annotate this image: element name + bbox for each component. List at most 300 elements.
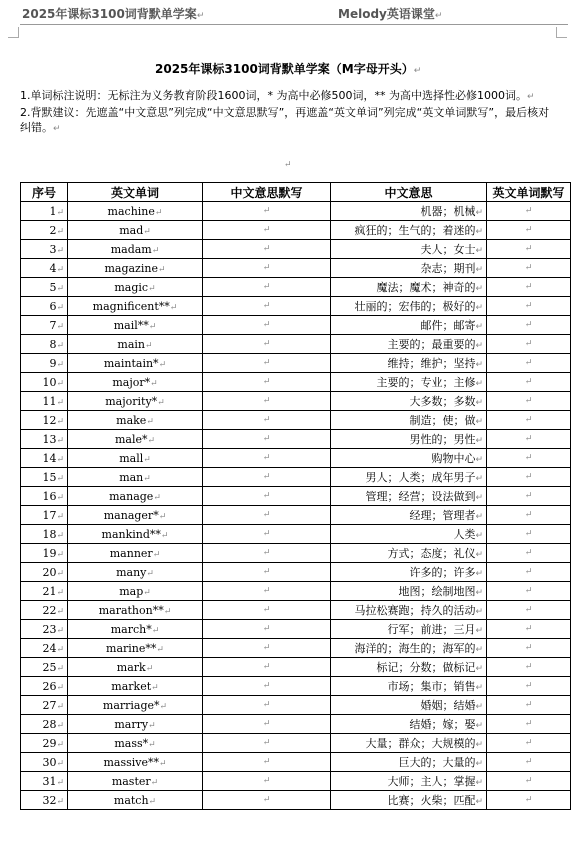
chinese-meaning-cell[interactable] <box>331 354 487 373</box>
cell-mark-icon: ↵ <box>475 702 483 712</box>
cell-mark-icon: ↵ <box>524 510 533 520</box>
chinese-meaning-cell[interactable] <box>331 506 487 525</box>
english-word-cell[interactable] <box>68 563 203 582</box>
row-number-cell[interactable] <box>21 753 68 772</box>
cell-mark-icon: ↵ <box>151 245 160 256</box>
english-word-cell-text: mail** <box>113 318 149 332</box>
english-dictation-cell[interactable] <box>487 278 571 297</box>
row-number-cell[interactable] <box>21 392 68 411</box>
chinese-dictation-cell[interactable] <box>203 392 331 411</box>
cell-mark-icon: ↵ <box>524 643 533 653</box>
row-number-cell-text: 2 <box>49 223 57 237</box>
cell-mark-icon: ↵ <box>475 379 483 389</box>
row-number-cell[interactable] <box>21 772 68 791</box>
row-number-cell-text: 9 <box>49 356 57 370</box>
cell-mark-icon: ↵ <box>56 568 64 579</box>
row-number-cell[interactable] <box>21 316 68 335</box>
chinese-dictation-cell[interactable] <box>203 791 331 810</box>
english-dictation-cell[interactable] <box>487 658 571 677</box>
english-word-cell[interactable] <box>68 791 203 810</box>
english-word-cell[interactable] <box>68 221 203 240</box>
table-row <box>21 677 571 696</box>
chinese-meaning-cell[interactable] <box>331 221 487 240</box>
cell-mark-icon: ↵ <box>524 776 533 786</box>
english-word-cell[interactable] <box>68 316 203 335</box>
chinese-dictation-cell[interactable] <box>203 734 331 753</box>
chinese-meaning-cell[interactable] <box>331 734 487 753</box>
chinese-dictation-cell[interactable] <box>203 772 331 791</box>
cell-mark-icon: ↵ <box>262 624 271 634</box>
english-dictation-cell[interactable] <box>487 772 571 791</box>
row-number-cell-text: 19 <box>42 546 57 560</box>
english-word-cell[interactable] <box>68 449 203 468</box>
row-number-cell[interactable] <box>21 278 68 297</box>
cell-mark-icon: ↵ <box>475 683 483 693</box>
instruction-text-1: 1.单词标注说明：无标注为义务教育阶段1600词，* 为高中必修500词，** 为高中选择性必修1000词。 <box>20 89 527 102</box>
cell-mark-icon: ↵ <box>157 397 165 408</box>
english-dictation-cell[interactable] <box>487 221 571 240</box>
english-word-cell[interactable] <box>68 734 203 753</box>
chinese-meaning-cell-text: 制造；使；做 <box>409 414 476 427</box>
cell-mark-icon: ↵ <box>262 662 271 672</box>
chinese-dictation-cell[interactable] <box>203 468 331 487</box>
cell-mark-icon: ↵ <box>262 643 271 653</box>
row-number-cell-text: 27 <box>42 698 57 712</box>
cell-mark-icon: ↵ <box>262 548 271 558</box>
row-number-cell[interactable] <box>21 221 68 240</box>
chinese-dictation-cell[interactable] <box>203 601 331 620</box>
cell-mark-icon: ↵ <box>150 777 159 788</box>
cell-mark-icon: ↵ <box>143 226 151 237</box>
crop-mark-icon <box>8 27 19 38</box>
english-word-cell[interactable] <box>68 202 203 221</box>
english-dictation-cell[interactable] <box>487 791 571 810</box>
english-dictation-cell[interactable] <box>487 525 571 544</box>
english-word-cell[interactable] <box>68 392 203 411</box>
english-word-cell[interactable] <box>68 411 203 430</box>
chinese-dictation-cell[interactable] <box>203 430 331 449</box>
row-number-cell[interactable] <box>21 791 68 810</box>
row-number-cell[interactable] <box>21 620 68 639</box>
chinese-dictation-cell[interactable] <box>203 449 331 468</box>
english-word-cell[interactable] <box>68 582 203 601</box>
row-number-cell[interactable] <box>21 658 68 677</box>
row-number-cell-text: 16 <box>42 489 57 503</box>
paragraph-mark-icon: ↵ <box>434 11 443 21</box>
row-number-cell[interactable] <box>21 582 68 601</box>
table-row <box>21 487 571 506</box>
row-number-cell[interactable] <box>21 696 68 715</box>
chinese-meaning-cell[interactable] <box>331 753 487 772</box>
english-word-cell-text: manager* <box>103 508 159 522</box>
row-number-cell[interactable] <box>21 468 68 487</box>
english-word-cell-text: marathon** <box>98 603 164 617</box>
chinese-meaning-cell[interactable] <box>331 715 487 734</box>
chinese-meaning-cell-text: 结婚；嫁；娶 <box>409 718 476 731</box>
english-word-cell[interactable] <box>68 487 203 506</box>
chinese-meaning-cell[interactable] <box>331 411 487 430</box>
cell-mark-icon: ↵ <box>56 302 64 313</box>
chinese-dictation-cell[interactable] <box>203 563 331 582</box>
cell-mark-icon: ↵ <box>475 265 483 275</box>
cell-mark-icon: ↵ <box>475 341 483 351</box>
english-word-cell-text: majority* <box>105 394 158 408</box>
header-divider <box>20 24 568 25</box>
chinese-dictation-cell[interactable] <box>203 487 331 506</box>
english-dictation-cell[interactable] <box>487 297 571 316</box>
chinese-dictation-cell[interactable] <box>203 240 331 259</box>
cell-mark-icon: ↵ <box>475 436 483 446</box>
row-number-cell-text: 20 <box>42 565 57 579</box>
chinese-dictation-cell[interactable] <box>203 582 331 601</box>
english-word-cell[interactable] <box>68 544 203 563</box>
row-number-cell[interactable] <box>21 411 68 430</box>
chinese-dictation-cell[interactable] <box>203 202 331 221</box>
cell-mark-icon: ↵ <box>524 225 533 235</box>
row-number-cell[interactable] <box>21 639 68 658</box>
table-row <box>21 430 571 449</box>
english-dictation-cell[interactable] <box>487 202 571 221</box>
row-number-cell[interactable] <box>21 259 68 278</box>
cell-mark-icon: ↵ <box>56 549 64 560</box>
chinese-dictation-cell[interactable] <box>203 753 331 772</box>
cell-mark-icon: ↵ <box>475 569 483 579</box>
chinese-dictation-cell[interactable] <box>203 278 331 297</box>
english-word-cell-text: make <box>116 413 147 427</box>
english-word-cell[interactable] <box>68 639 203 658</box>
row-number-cell[interactable] <box>21 297 68 316</box>
english-dictation-cell[interactable] <box>487 677 571 696</box>
chinese-meaning-cell-text: 邮件；邮寄 <box>420 319 476 332</box>
row-number-cell[interactable] <box>21 487 68 506</box>
row-number-cell[interactable] <box>21 715 68 734</box>
english-dictation-cell[interactable] <box>487 582 571 601</box>
cell-mark-icon: ↵ <box>524 757 533 767</box>
chinese-dictation-cell[interactable] <box>203 373 331 392</box>
row-number-cell[interactable] <box>21 373 68 392</box>
english-dictation-cell[interactable] <box>487 506 571 525</box>
chinese-meaning-cell[interactable] <box>331 392 487 411</box>
chinese-meaning-cell[interactable] <box>331 563 487 582</box>
row-number-cell[interactable] <box>21 563 68 582</box>
cell-mark-icon: ↵ <box>524 358 533 368</box>
english-dictation-cell[interactable] <box>487 430 571 449</box>
english-dictation-cell[interactable] <box>487 316 571 335</box>
chinese-dictation-cell[interactable] <box>203 658 331 677</box>
cell-mark-icon: ↵ <box>262 567 271 577</box>
instructions[interactable] <box>20 88 550 137</box>
chinese-dictation-cell[interactable] <box>203 411 331 430</box>
paragraph-mark-icon: ↵ <box>196 11 205 21</box>
row-number-cell[interactable] <box>21 544 68 563</box>
cell-mark-icon: ↵ <box>56 264 64 275</box>
chinese-meaning-cell[interactable] <box>331 449 487 468</box>
english-dictation-cell[interactable] <box>487 373 571 392</box>
english-dictation-cell[interactable] <box>487 563 571 582</box>
row-number-cell-text: 26 <box>42 679 57 693</box>
english-word-cell[interactable] <box>68 696 203 715</box>
row-number-cell-text: 8 <box>49 337 57 351</box>
chinese-meaning-cell[interactable] <box>331 620 487 639</box>
english-word-cell[interactable] <box>68 259 203 278</box>
chinese-dictation-cell[interactable] <box>203 620 331 639</box>
cell-mark-icon: ↵ <box>524 662 533 672</box>
cell-mark-icon: ↵ <box>56 758 64 769</box>
chinese-meaning-cell-text: 许多的；许多 <box>409 566 476 579</box>
english-dictation-cell[interactable] <box>487 544 571 563</box>
cell-mark-icon: ↵ <box>262 339 271 349</box>
english-word-cell[interactable] <box>68 468 203 487</box>
cell-mark-icon: ↵ <box>524 263 533 273</box>
english-dictation-cell[interactable] <box>487 620 571 639</box>
english-word-cell[interactable] <box>68 601 203 620</box>
row-number-cell-text: 21 <box>42 584 57 598</box>
chinese-meaning-cell[interactable] <box>331 430 487 449</box>
chinese-dictation-cell[interactable] <box>203 316 331 335</box>
cell-mark-icon: ↵ <box>158 359 167 370</box>
chinese-dictation-cell[interactable] <box>203 506 331 525</box>
chinese-meaning-cell[interactable] <box>331 487 487 506</box>
english-word-cell-text: madam <box>110 242 152 256</box>
table-row <box>21 411 571 430</box>
chinese-meaning-cell[interactable] <box>331 601 487 620</box>
chinese-dictation-cell[interactable] <box>203 525 331 544</box>
cell-mark-icon: ↵ <box>262 529 271 539</box>
english-word-cell[interactable] <box>68 620 203 639</box>
chinese-meaning-cell-text: 大多数；多数 <box>409 395 476 408</box>
chinese-meaning-cell[interactable] <box>331 335 487 354</box>
chinese-meaning-cell-text: 巨大的；大量的 <box>398 756 476 769</box>
english-dictation-cell[interactable] <box>487 240 571 259</box>
chinese-meaning-cell[interactable] <box>331 316 487 335</box>
row-number-cell[interactable] <box>21 240 68 259</box>
cell-mark-icon: ↵ <box>262 206 271 216</box>
cell-mark-icon: ↵ <box>146 416 154 427</box>
chinese-dictation-cell[interactable] <box>203 259 331 278</box>
chinese-meaning-cell-text: 壮丽的；宏伟的；极好的 <box>354 300 476 313</box>
english-word-cell-text: massive** <box>103 755 159 769</box>
vocabulary-table[interactable] <box>20 182 571 810</box>
chinese-meaning-cell[interactable] <box>331 468 487 487</box>
row-number-cell[interactable] <box>21 430 68 449</box>
english-dictation-cell[interactable] <box>487 487 571 506</box>
cell-mark-icon: ↵ <box>524 301 533 311</box>
chinese-dictation-cell[interactable] <box>203 297 331 316</box>
english-word-cell[interactable] <box>68 373 203 392</box>
row-number-cell[interactable] <box>21 601 68 620</box>
row-number-cell[interactable] <box>21 202 68 221</box>
row-number-cell[interactable] <box>21 335 68 354</box>
chinese-meaning-cell[interactable] <box>331 373 487 392</box>
chinese-meaning-cell[interactable] <box>331 677 487 696</box>
chinese-meaning-cell-text: 杂志；期刊 <box>420 262 476 275</box>
cell-mark-icon: ↵ <box>56 511 64 522</box>
english-word-cell-text: marry <box>114 717 149 731</box>
chinese-meaning-cell[interactable] <box>331 639 487 658</box>
chinese-meaning-cell-text: 购物中心 <box>431 452 476 465</box>
document-title[interactable] <box>155 60 421 77</box>
instruction-line-1 <box>20 88 550 105</box>
english-word-cell[interactable] <box>68 753 203 772</box>
cell-mark-icon: ↵ <box>475 246 483 256</box>
english-dictation-cell[interactable] <box>487 696 571 715</box>
english-word-cell[interactable] <box>68 658 203 677</box>
row-number-cell-text: 18 <box>42 527 57 541</box>
cell-mark-icon: ↵ <box>56 663 64 674</box>
english-word-cell-text: machine <box>107 204 155 218</box>
english-word-cell[interactable] <box>68 430 203 449</box>
cell-mark-icon: ↵ <box>153 492 161 503</box>
chinese-dictation-cell[interactable] <box>203 677 331 696</box>
row-number-cell-text: 22 <box>42 603 57 617</box>
table-row <box>21 544 571 563</box>
cell-mark-icon: ↵ <box>148 720 156 731</box>
cell-mark-icon: ↵ <box>56 796 64 807</box>
english-dictation-cell[interactable] <box>487 354 571 373</box>
cell-mark-icon: ↵ <box>56 777 64 788</box>
chinese-dictation-cell[interactable] <box>203 639 331 658</box>
row-number-cell[interactable] <box>21 449 68 468</box>
cell-mark-icon: ↵ <box>524 244 533 254</box>
table-row <box>21 373 571 392</box>
chinese-meaning-cell-text: 马拉松赛跑；持久的活动 <box>354 604 476 617</box>
cell-mark-icon: ↵ <box>475 626 483 636</box>
table-row <box>21 753 571 772</box>
cell-mark-icon: ↵ <box>163 606 172 617</box>
row-number-cell[interactable] <box>21 525 68 544</box>
row-number-cell[interactable] <box>21 354 68 373</box>
chinese-meaning-cell[interactable] <box>331 259 487 278</box>
english-word-cell[interactable] <box>68 772 203 791</box>
english-word-cell[interactable] <box>68 354 203 373</box>
table-row <box>21 221 571 240</box>
row-number-cell[interactable] <box>21 506 68 525</box>
cell-mark-icon: ↵ <box>475 455 483 465</box>
english-dictation-cell[interactable] <box>487 753 571 772</box>
chinese-dictation-cell[interactable] <box>203 696 331 715</box>
english-dictation-cell[interactable] <box>487 335 571 354</box>
cell-mark-icon: ↵ <box>151 625 160 636</box>
cell-mark-icon: ↵ <box>146 568 154 579</box>
cell-mark-icon: ↵ <box>475 512 483 522</box>
cell-mark-icon: ↵ <box>262 263 271 273</box>
row-number-cell-text: 11 <box>42 394 57 408</box>
english-word-cell[interactable] <box>68 677 203 696</box>
cell-mark-icon: ↵ <box>262 282 271 292</box>
chinese-meaning-cell[interactable] <box>331 240 487 259</box>
column-header-chinese-dictation: 中文意思默写 <box>203 183 331 202</box>
chinese-dictation-cell[interactable] <box>203 544 331 563</box>
chinese-meaning-cell[interactable] <box>331 278 487 297</box>
chinese-dictation-cell[interactable] <box>203 354 331 373</box>
chinese-meaning-cell[interactable] <box>331 202 487 221</box>
english-dictation-cell[interactable] <box>487 392 571 411</box>
english-word-cell-text: match <box>113 793 149 807</box>
english-dictation-cell[interactable] <box>487 411 571 430</box>
cell-mark-icon: ↵ <box>262 434 271 444</box>
chinese-meaning-cell-text: 主要的；最重要的 <box>387 338 476 351</box>
chinese-meaning-cell-text: 行军；前进；三月 <box>387 623 476 636</box>
chinese-meaning-cell[interactable] <box>331 297 487 316</box>
chinese-meaning-cell[interactable] <box>331 696 487 715</box>
cell-mark-icon: ↵ <box>475 778 483 788</box>
english-word-cell[interactable] <box>68 506 203 525</box>
cell-mark-icon: ↵ <box>524 377 533 387</box>
row-number-cell-text: 13 <box>42 432 57 446</box>
table-row <box>21 468 571 487</box>
row-number-cell-text: 31 <box>42 774 57 788</box>
chinese-meaning-cell[interactable] <box>331 525 487 544</box>
english-word-cell-text: march* <box>110 622 152 636</box>
chinese-meaning-cell[interactable] <box>331 772 487 791</box>
table-row <box>21 696 571 715</box>
cell-mark-icon: ↵ <box>56 245 64 256</box>
english-dictation-cell[interactable] <box>487 449 571 468</box>
english-word-cell[interactable] <box>68 715 203 734</box>
cell-mark-icon: ↵ <box>524 529 533 539</box>
english-word-cell-text: mass* <box>114 736 149 750</box>
chinese-dictation-cell[interactable] <box>203 335 331 354</box>
cell-mark-icon: ↵ <box>524 320 533 330</box>
english-word-cell[interactable] <box>68 240 203 259</box>
chinese-meaning-cell[interactable] <box>331 544 487 563</box>
cell-mark-icon: ↵ <box>524 548 533 558</box>
english-word-cell[interactable] <box>68 278 203 297</box>
cell-mark-icon: ↵ <box>524 206 533 216</box>
row-number-cell[interactable] <box>21 677 68 696</box>
chinese-dictation-cell[interactable] <box>203 715 331 734</box>
chinese-meaning-cell-text: 主要的；专业；主修 <box>376 376 476 389</box>
table-row <box>21 791 571 810</box>
table-row <box>21 449 571 468</box>
column-header-number: 序号 <box>21 183 68 202</box>
cell-mark-icon: ↵ <box>262 757 271 767</box>
english-dictation-cell[interactable] <box>487 601 571 620</box>
column-header-chinese-meaning: 中文意思 <box>331 183 487 202</box>
chinese-meaning-cell[interactable] <box>331 791 487 810</box>
english-word-cell-text: mankind** <box>101 527 161 541</box>
chinese-meaning-cell[interactable] <box>331 658 487 677</box>
english-word-cell-text: mall <box>119 451 144 465</box>
cell-mark-icon: ↵ <box>262 700 271 710</box>
cell-mark-icon: ↵ <box>56 340 64 351</box>
row-number-cell-text: 24 <box>42 641 57 655</box>
cell-mark-icon: ↵ <box>475 550 483 560</box>
row-number-cell-text: 3 <box>49 242 57 256</box>
cell-mark-icon: ↵ <box>262 225 271 235</box>
chinese-meaning-cell[interactable] <box>331 582 487 601</box>
row-number-cell[interactable] <box>21 734 68 753</box>
cell-mark-icon: ↵ <box>143 473 151 484</box>
cell-mark-icon: ↵ <box>158 511 167 522</box>
cell-mark-icon: ↵ <box>475 797 483 807</box>
cell-mark-icon: ↵ <box>475 493 483 503</box>
english-word-cell[interactable] <box>68 297 203 316</box>
english-dictation-cell[interactable] <box>487 715 571 734</box>
table-row <box>21 354 571 373</box>
english-word-cell-text: mark <box>116 660 146 674</box>
english-word-cell[interactable] <box>68 525 203 544</box>
chinese-dictation-cell[interactable] <box>203 221 331 240</box>
chinese-meaning-cell-text: 比赛；火柴；匹配 <box>387 794 476 807</box>
english-dictation-cell[interactable] <box>487 639 571 658</box>
english-dictation-cell[interactable] <box>487 259 571 278</box>
row-number-cell-text: 23 <box>42 622 57 636</box>
english-dictation-cell[interactable] <box>487 734 571 753</box>
english-word-cell[interactable] <box>68 335 203 354</box>
english-dictation-cell[interactable] <box>487 468 571 487</box>
cell-mark-icon: ↵ <box>475 208 483 218</box>
